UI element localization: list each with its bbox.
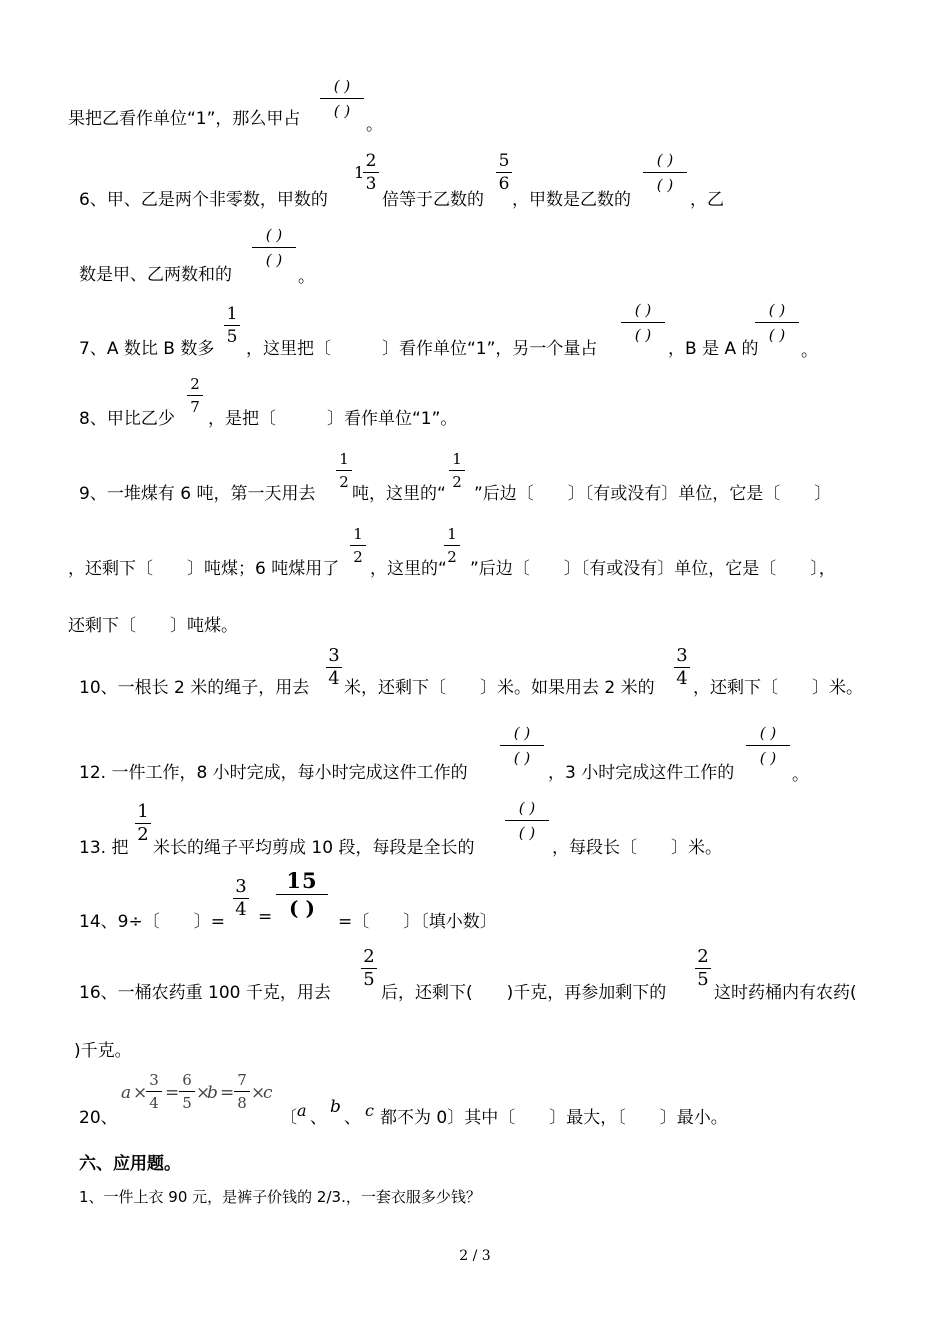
period: 。 (801, 341, 818, 361)
q7-part3: ，B 是 A 的 (668, 339, 759, 359)
page-number: 2 / 3 (459, 1248, 491, 1264)
blank-fraction: ( ) ( ) (746, 723, 790, 768)
q20-var-a: a (121, 1083, 132, 1103)
q6-fraction-1: 2 3 (363, 151, 379, 194)
q20-var-b: b (207, 1083, 218, 1103)
q6-part1: 6、甲、乙是两个非零数，甲数的 (79, 190, 328, 210)
q9-part2: 吨，这里的“ (352, 484, 446, 504)
q16-part1: 16、一桶农药重 100 千克，用去 (79, 983, 331, 1003)
q14-part2: =〔 〕〔填小数〕 (338, 912, 497, 932)
q14-part1: 14、9÷〔 〕= (79, 912, 225, 932)
q13-part1: 13. 把 (79, 838, 129, 858)
q9-fraction-d: 1 2 (444, 524, 460, 567)
blank-fraction: ( ) ( ) (505, 798, 549, 843)
q20-fraction-2: 6 5 (179, 1070, 195, 1113)
q10-fraction-b: 3 4 (674, 646, 690, 689)
q10-part2: 米，还剩下〔 〕米。如果用去 2 米的 (344, 678, 655, 698)
q8-part1: 8、甲比乙少 (79, 409, 175, 429)
q20-times: × (196, 1083, 211, 1103)
q7-part2: ，这里把〔 〕看作单位“1”，另一个量占 (246, 339, 598, 359)
q6-part3: ，甲数是乙数的 (512, 190, 631, 210)
q10-part3: ，还剩下〔 〕米。 (693, 678, 863, 698)
q9-part1: 9、一堆煤有 6 吨，第一天用去 (79, 484, 316, 504)
q20-var-c: c (263, 1083, 273, 1103)
q20-fraction-3: 7 8 (234, 1070, 250, 1113)
q7-part1: 7、A 数比 B 数多 (79, 339, 215, 359)
blank-fraction: ( ) ( ) (320, 76, 364, 121)
q12-part2: ，3 小时完成这件工作的 (548, 763, 735, 783)
q20-open-bracket: 〔 (280, 1108, 297, 1128)
q16-part2: 后，还剩下( )千克，再参加剩下的 (381, 983, 667, 1003)
q6-fraction-2: 5 6 (496, 151, 512, 194)
q16-part4: )千克。 (74, 1041, 132, 1061)
application-question-1: 1、一件上衣 90 元，是裤子价钱的 2/3.，一套衣服多少钱？ (79, 1188, 481, 1206)
q12-part1: 12. 一件工作，8 小时完成，每小时完成这件工作的 (79, 763, 468, 783)
period: 。 (366, 115, 383, 135)
q20-times: × (251, 1083, 266, 1103)
q5-tail: 果把乙看作单位“1”，那么甲占 (68, 109, 301, 129)
q8-part2: ，是把〔 〕看作单位“1”。 (208, 409, 458, 429)
q6-part5: 数是甲、乙两数和的 (79, 265, 232, 285)
q13-part2: 米长的绳子平均剪成 10 段，每段是全长的 (153, 838, 475, 858)
q9-part6: ”后边〔 〕〔有或没有〕单位，它是〔 〕， (470, 559, 836, 579)
q20-var-b-italic: b (330, 1097, 341, 1117)
q14-fraction-b: 15 ( ) (276, 870, 328, 919)
q20-eq-1: = (165, 1083, 180, 1103)
q9-part7: 还剩下〔 〕吨煤。 (68, 616, 238, 636)
q9-part4: ，还剩下〔 〕吨煤；6 吨煤用了 (68, 559, 340, 579)
q14-equals: = (258, 907, 273, 927)
q20-tail: 都不为 0〕其中〔 〕最大，〔 〕最小。 (380, 1108, 728, 1128)
q20-eq-2: = (220, 1083, 235, 1103)
q20-sep-1: 、 (310, 1108, 327, 1128)
section-title: 六、应用题。 (79, 1154, 181, 1174)
blank-fraction: ( ) ( ) (643, 150, 687, 195)
q10-fraction-a: 3 4 (326, 646, 342, 689)
q20-var-c-italic: c (365, 1101, 374, 1120)
q9-part3: ”后边〔 〕〔有或没有〕单位，它是〔 〕 (474, 484, 832, 504)
q13-part3: ，每段长〔 〕米。 (552, 838, 722, 858)
q6-part4: ，乙 (690, 190, 724, 210)
q9-part5: ，这里的“ (370, 559, 447, 579)
q20-var-a-italic: a (297, 1101, 307, 1120)
q6-mixed-whole: 1 (354, 163, 365, 182)
q16-part3: 这时药桶内有农药( (714, 983, 857, 1003)
q9-fraction-c: 1 2 (350, 524, 366, 567)
q13-fraction: 1 2 (135, 802, 151, 845)
blank-fraction: ( ) ( ) (621, 300, 665, 345)
q6-part2: 倍等于乙数的 (382, 190, 484, 210)
q16-fraction-a: 2 5 (361, 947, 377, 990)
q7-fraction: 1 5 (224, 304, 240, 347)
blank-fraction: ( ) ( ) (500, 723, 544, 768)
blank-fraction: ( ) ( ) (755, 300, 799, 345)
q9-fraction-a: 1 2 (336, 449, 352, 492)
blank-fraction: ( ) ( ) (252, 225, 296, 270)
q14-fraction-a: 3 4 (233, 877, 249, 920)
q8-fraction: 2 7 (187, 374, 203, 417)
q10-part1: 10、一根长 2 米的绳子，用去 (79, 678, 310, 698)
q9-fraction-b: 1 2 (449, 449, 465, 492)
q20-label: 20、 (79, 1108, 118, 1128)
q20-sep-2: 、 (344, 1108, 361, 1128)
q20-times: × (133, 1083, 148, 1103)
period: 。 (298, 267, 315, 287)
period: 。 (792, 765, 809, 785)
q20-fraction-1: 3 4 (146, 1070, 162, 1113)
q16-fraction-b: 2 5 (695, 947, 711, 990)
